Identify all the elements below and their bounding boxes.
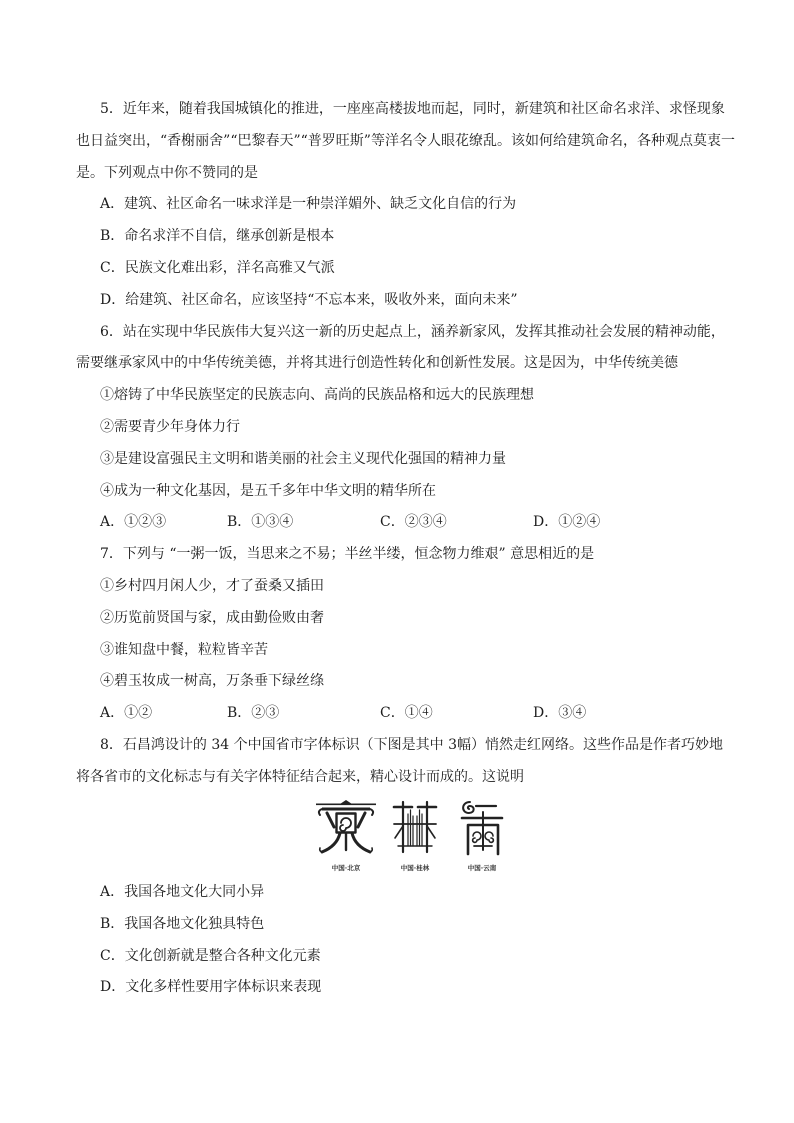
question-7-option-d: D．③④ <box>533 705 587 722</box>
logo-stroke <box>340 800 352 804</box>
city-logo-figure <box>76 794 794 877</box>
question-5-stem-line-2: 也日益突出，“香榭丽舍”“巴黎春天”“普罗旺斯”等洋名令人眼花缭乱。该如何给建筑命名，各种观点莫衷一 <box>76 132 735 149</box>
guilin-logo-caption: 中国·桂林 <box>400 863 430 872</box>
question-6 <box>76 317 794 540</box>
question-6-option-b: B．①③④ <box>227 514 294 531</box>
question-6-options-row <box>76 507 794 539</box>
question-5-option-c: C．民族文化难出彩，洋名高雅又气派 <box>100 259 335 276</box>
question-8-stem-line-2: 将各省市的文化标志与有关字体特征结合起来，精心设计而成的。这说明 <box>76 768 524 785</box>
logo-stroke <box>316 803 376 805</box>
guilin-logo-icon <box>392 800 438 852</box>
logo-stroke <box>352 833 370 852</box>
question-5-option-b: B．命名求洋不自信，继承创新是根本 <box>100 228 335 245</box>
question-8-option-c: C．文化创新就是整合各种文化元素 <box>100 947 321 964</box>
question-6-statement-1: ①熔铸了中华民族坚定的民族志向、高尚的民族品格和远大的民族理想 <box>100 387 534 404</box>
question-6-statement-3: ③是建设富强民主文明和谐美丽的社会主义现代化强国的精神力量 <box>100 450 506 467</box>
logo-stroke <box>358 813 365 827</box>
question-7-statement-4: ④碧玉妆成一树高，万条垂下绿丝绦 <box>100 673 324 690</box>
question-5-option-d: D．给建筑、社区命名，应该坚持“不忘本来，吸收外来，面向未来” <box>100 291 518 308</box>
question-7 <box>76 539 794 730</box>
logo-stroke <box>485 832 493 842</box>
logo-stroke <box>463 802 474 813</box>
question-7-option-c: C．①④ <box>380 705 433 722</box>
logo-stroke <box>322 833 340 852</box>
question-5-stem-line-1: 5．近年来，随着我国城镇化的推进，一座座高楼拔地而起，同时，新建筑和社区命名求洋、求怪现象 <box>100 101 725 117</box>
question-7-statement-2: ②历览前贤国与家，成由勤俭败由奢 <box>100 609 324 626</box>
beijing-logo-icon <box>316 800 376 854</box>
question-6-stem-line-1: 6．站在实现中华民族伟大复兴这一新的历史起点上，涵养新家风，发挥其推动社会发展的精神动能， <box>100 323 725 340</box>
yunnan-logo-icon <box>458 800 506 854</box>
logo-stroke <box>319 809 322 815</box>
question-6-statement-4: ④成为一种文化基因，是五千多年中华文明的精华所在 <box>100 482 436 499</box>
question-5 <box>76 94 794 317</box>
question-8-option-d: D．文化多样性要用字体标识来表现 <box>100 979 322 996</box>
question-7-option-b: B．②③ <box>227 705 280 722</box>
question-7-statement-3: ③谁知盘中餐，粒粒皆辛苦 <box>100 641 268 658</box>
yunnan-logo-caption: 中国·云南 <box>467 863 497 872</box>
question-5-option-a: A．建筑、社区命名一味求洋是一种崇洋媚外、缺乏文化自信的行为 <box>100 196 517 213</box>
question-7-option-a: A．①② <box>100 705 153 722</box>
question-7-options-row <box>76 698 794 730</box>
question-6-option-a: A．①②③ <box>100 514 167 531</box>
question-8 <box>76 730 794 1004</box>
logo-stroke <box>327 813 334 827</box>
question-7-statement-1: ①乡村四月闲人少，才了蚕桑又插田 <box>100 577 324 594</box>
question-6-option-d: D．①②④ <box>533 514 601 531</box>
question-8-stem-line-1: 8．石昌鸿设计的 34 个中国省市字体标识（下图是其中 3幅）悄然走红网络。这些作品是作者巧妙地 <box>100 736 723 753</box>
beijing-logo-caption: 中国·北京 <box>331 863 361 872</box>
question-6-option-c: C．②③④ <box>380 514 447 531</box>
logo-stroke <box>370 848 372 852</box>
question-5-stem-line-3: 是。下列观点中你不赞同的是 <box>76 164 258 181</box>
logo-stroke <box>320 848 322 852</box>
logo-stroke <box>427 826 435 838</box>
logo-stroke <box>340 818 351 831</box>
question-6-statement-2: ②需要青少年身体力行 <box>100 418 240 435</box>
logo-stroke <box>408 810 422 846</box>
question-8-option-b: B．我国各地文化独具特色 <box>100 915 265 932</box>
logo-stroke <box>395 826 403 838</box>
question-8-option-a: A．我国各地文化大同小异 <box>100 883 265 900</box>
question-7-stem-line-1: 7．下列与 “一粥一饭，当思来之不易；半丝半缕，恒念物力维艰” 意思相近的是 <box>100 546 595 563</box>
logo-stroke <box>370 809 373 815</box>
logo-stroke <box>473 832 481 842</box>
question-6-stem-line-2: 需要继承家风中的中华传统美德，并将其进行创造性转化和创新性发展。这是因为，中华传统美德 <box>76 355 678 372</box>
logo-stroke <box>322 807 370 810</box>
